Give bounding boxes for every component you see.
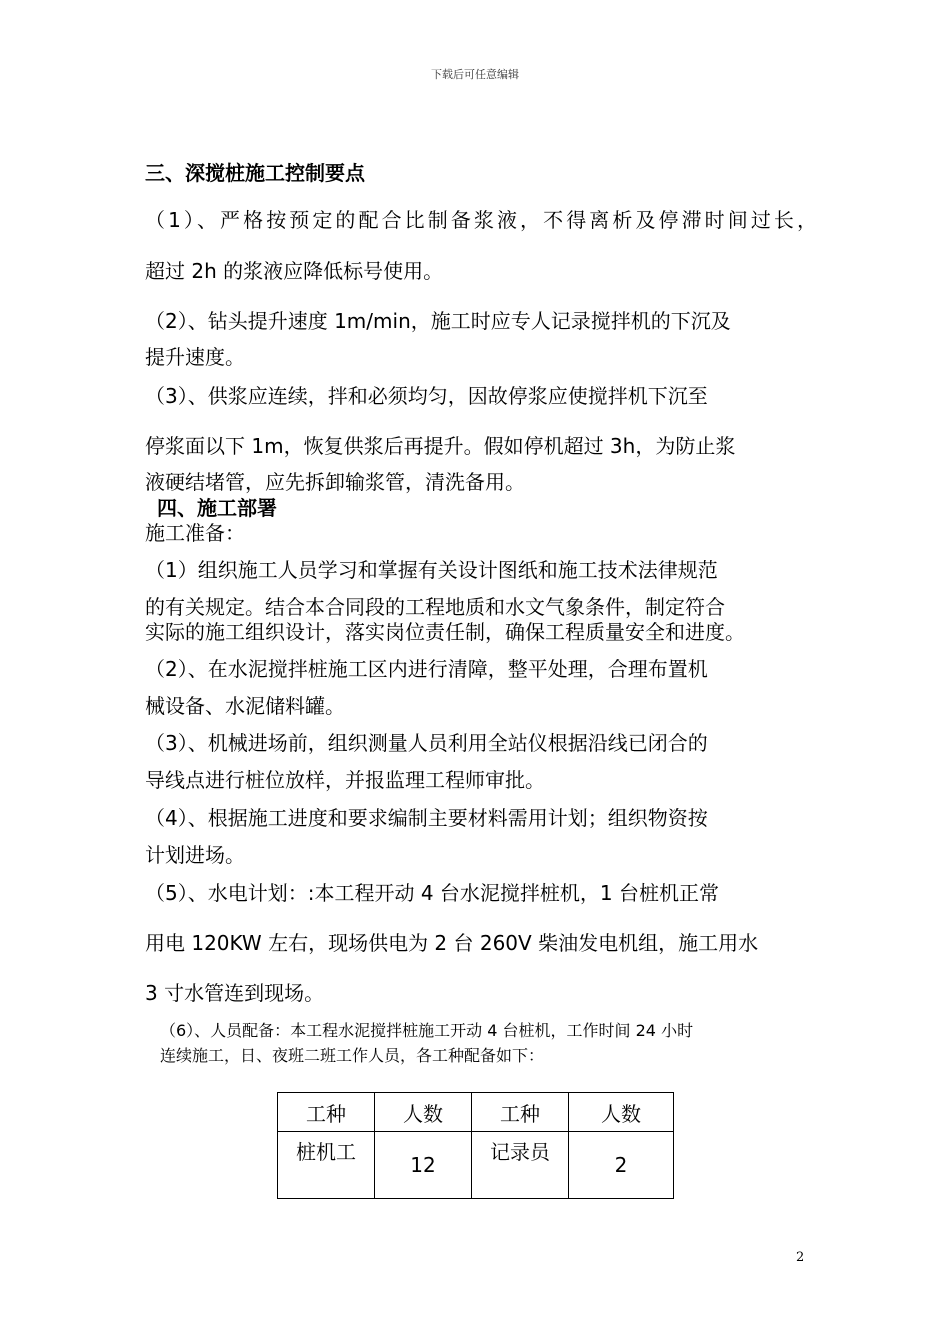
s3-p3-line1: （3）、供浆应连续，拌和必须均匀，因故停浆应使搅拌机下沉至: [145, 384, 708, 408]
table-header-cell: 工种: [278, 1093, 375, 1132]
s4-i6-line1: （6）、人员配备：本工程水泥搅拌桩施工开动 4 台桩机，工作时间 24 小时: [160, 1021, 694, 1040]
table-cell: 桩机工: [278, 1132, 375, 1199]
page-number: 2: [796, 1250, 805, 1265]
s3-p1-line1: （1）、严格按预定的配合比制备浆液，不得离析及停滞时间过长，: [145, 208, 817, 232]
s4-i1-line1: （1）组织施工人员学习和掌握有关设计图纸和施工技术法律规范: [145, 558, 718, 582]
table-header-cell: 人数: [569, 1093, 674, 1132]
table-cell: 记录员: [472, 1132, 569, 1199]
s3-p2-line1: （2）、钻头提升速度 1m/min，施工时应专人记录搅拌机的下沉及: [145, 309, 731, 333]
s4-i5-line1: （5）、水电计划：:本工程开动 4 台水泥搅拌桩机，1 台桩机正常: [145, 881, 719, 905]
table-cell: 2: [569, 1132, 674, 1199]
table-row: [278, 1132, 674, 1199]
s4-i6-line2: 连续施工，日、夜班二班工作人员，各工种配备如下：: [160, 1046, 545, 1065]
table-header-cell: 工种: [472, 1093, 569, 1132]
s4-i3-line2: 导线点进行桩位放样，并报监理工程师审批。: [145, 768, 545, 792]
s3-p2-line2: 提升速度。: [145, 345, 245, 369]
prep-label: 施工准备：: [145, 521, 245, 545]
s4-i2-line2: 械设备、水泥储料罐。: [145, 694, 345, 718]
s4-i1-line2: 的有关规定。结合本合同段的工程地质和水文气象条件，制定符合: [145, 595, 725, 619]
s4-i2-line1: （2）、在水泥搅拌桩施工区内进行清障，整平处理，合理布置机: [145, 657, 708, 681]
table-header-row: [278, 1093, 674, 1132]
section-4-title: 四、施工部署: [157, 496, 277, 520]
s4-i3-line1: （3）、机械进场前，组织测量人员利用全站仪根据沿线已闭合的: [145, 731, 708, 755]
table-header-cell: 人数: [375, 1093, 472, 1132]
s4-i4-line1: （4）、根据施工进度和要求编制主要材料需用计划；组织物资按: [145, 806, 708, 830]
staffing-table: [277, 1092, 674, 1199]
s4-i4-line2: 计划进场。: [145, 843, 245, 867]
s3-p3-line2: 停浆面以下 1m，恢复供浆后再提升。假如停机超过 3h，为防止浆: [145, 434, 736, 458]
s3-p3-line3: 液硬结堵管，应先拆卸输浆管，清洗备用。: [145, 470, 525, 494]
s3-p1-line2: 超过 2h 的浆液应降低标号使用。: [145, 259, 444, 283]
s4-i1-line3: 实际的施工组织设计，落实岗位责任制，确保工程质量安全和进度。: [145, 620, 745, 644]
s4-i5-line3: 3 寸水管连到现场。: [145, 981, 325, 1005]
page-header: 下载后可任意编辑: [431, 68, 519, 81]
s4-i5-line2: 用电 120KW 左右，现场供电为 2 台 260V 柴油发电机组，施工用水: [145, 931, 759, 955]
section-3-title: 三、深搅桩施工控制要点: [145, 161, 365, 185]
table-cell: 12: [375, 1132, 472, 1199]
